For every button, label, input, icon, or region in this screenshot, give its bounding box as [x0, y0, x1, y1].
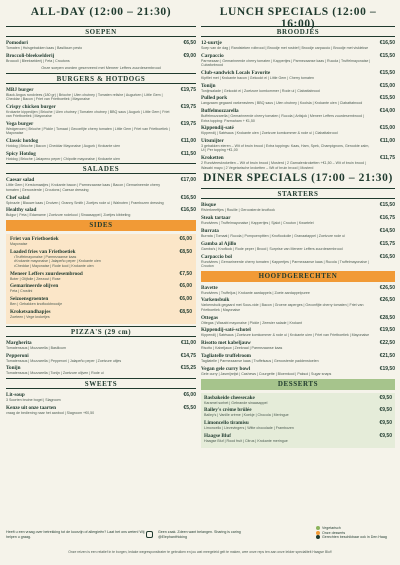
- leaf-icon: [316, 526, 320, 530]
- item-description: Tomatensaus | Mozzarella | Basilicum: [6, 345, 66, 350]
- menu-item: [201, 215, 395, 225]
- section-pizzas: PIZZA'S (29 cm): [6, 326, 196, 337]
- item-price: €6,00: [179, 236, 192, 243]
- item-price: €14,75: [180, 352, 196, 359]
- loaded-option: • Cheddar | Mayonaise | Rode kool | Krokante uien: [10, 264, 170, 268]
- item-name: Vega burger: [6, 120, 34, 127]
- menu-item: [6, 365, 196, 375]
- item-name: Kroketsandhapjes: [10, 309, 51, 316]
- item-description: Ottegas | Wasabi mayonaise | Pickle | Zeewier salade | Krokant: [201, 320, 302, 325]
- item-name: Basbakeide cheesecake: [204, 394, 255, 401]
- section-broodjes: BROODJES: [201, 26, 395, 37]
- item-description: Limoncello | Lievevingers | Witte chocolade | Frambozen: [204, 426, 294, 431]
- item-name: Burrata: [201, 227, 219, 234]
- item-price: €28,50: [379, 314, 395, 321]
- broodjes-list: [201, 40, 395, 170]
- item-price: €5,50: [183, 405, 196, 412]
- item-description: Ben | Gebakken knoflookbroodje: [10, 302, 63, 307]
- item-description: Karamel sorbet | Gebrande sinaasappel: [204, 400, 268, 405]
- menu-item: [201, 241, 395, 251]
- item-price: €16,50: [180, 194, 196, 201]
- menu-item: [6, 87, 196, 102]
- item-description: Bailey's | Vanille crème | Koekje | Chocola | Meringue: [204, 413, 289, 418]
- item-price: €16,75: [379, 215, 395, 222]
- item-name: Carpaccio bol: [201, 253, 232, 260]
- item-description: Rundvlees | Gemarineerde cherry tomaten | Kappertjes | Parmezaanse kaas | Rucola | Truffelmayonaise | Crouton: [201, 259, 369, 268]
- item-price: €17,00: [180, 177, 196, 184]
- menu-item: [201, 315, 395, 325]
- item-price: €15,50: [379, 95, 395, 102]
- item-name: Gamba al Ajillo: [201, 240, 237, 247]
- item-description: Buffelmozzarella | Gemarineerde cherry tomaten | Rucola | Artisjok | Meneer Leffers zuurdesembrood | Extra topping: Parmaham + €1,50: [201, 114, 364, 123]
- item-description: Kipfilet met | Krokante bacon | Gekookt ei | Little Gem | Cherry tomaten: [201, 75, 314, 80]
- sides-box: [6, 234, 196, 324]
- menu-item: [201, 297, 395, 312]
- item-description: Broccoli | Bleekselderij | Feta | Croutons: [6, 58, 70, 63]
- menu-item: [6, 405, 196, 415]
- item-description: Haagse Bluf | Rood fruit | Citrus | Krokante meringue: [204, 438, 288, 443]
- menu-item: [10, 236, 192, 246]
- item-price: €15,00: [379, 82, 395, 89]
- item-name: Meneer Leffers zuurdesembrood: [10, 270, 83, 277]
- item-price: €22,50: [379, 340, 395, 347]
- desserts-box: [201, 393, 395, 448]
- item-price: €11,50: [180, 150, 196, 157]
- footer-social-text: Geen zaak. Zdeen want belangen. Sharing is caring @ElephantHoking: [158, 530, 241, 539]
- item-price: €19,75: [180, 120, 196, 127]
- menu-item: [201, 327, 395, 337]
- item-name: Loaded fries van Frietboetiek: [10, 248, 76, 255]
- item-description: Tomatensaus | Mozzarella | Tonijn | Zoetzure olijven | Rode ui: [6, 371, 104, 376]
- star-icon: [316, 531, 320, 535]
- item-name: 12-uurtje: [201, 40, 222, 46]
- item-price: €6,00: [179, 296, 192, 303]
- item-price: €11,00: [180, 137, 196, 144]
- section-desserts: DESSERTS: [201, 379, 395, 390]
- pizzas-list: [6, 340, 196, 376]
- item-name: Crispy chicken burger: [6, 103, 56, 110]
- section-salades: SALADES: [6, 163, 196, 174]
- item-price: €15,00: [379, 125, 395, 132]
- item-description: Rivierkreeftjes | Rouille | Geroosterde knoflook: [201, 208, 275, 213]
- item-name: Margherita: [6, 339, 32, 346]
- item-description: Soep van de dag | Randsteken rolbrood | Broodje met rosbief | Broodje carpaccio | Broodje met visklekse: [201, 46, 369, 50]
- section-hoofd: HOOFDGERECHTEN: [201, 271, 395, 282]
- menu-item: [201, 125, 395, 135]
- item-description: Krokante kippedijen | Brioche | Uien chutney | Tomaten chutney | BBQ saus | Augurk | Little Gem | Friet van Frietboetiek | Mayonaise: [6, 109, 170, 118]
- item-price: €9,50: [379, 394, 392, 401]
- footer-legend: [316, 526, 396, 540]
- item-description: Tomatensaus | Mozzarella | Pepperoni | Jalapeño peper | Zoetzure uitjes: [6, 358, 122, 363]
- item-price: €14,00: [379, 108, 395, 115]
- item-description: Boter | Olijfolie | Zeezout | Rose: [10, 276, 61, 281]
- sides-list: [10, 236, 192, 319]
- menu-item: [10, 309, 192, 319]
- menu-item: [10, 296, 192, 306]
- item-description: Feta | Crostini: [10, 289, 33, 294]
- item-name: Ottegas: [201, 314, 218, 321]
- item-description: vraag de bediening naar het aanbod | Slagroom +€0,50: [6, 411, 95, 416]
- section-starters: STARTERS: [201, 188, 395, 199]
- menu-item: [201, 138, 395, 153]
- item-description: Gele curry | Jasmijnrijst | Cashews | Courgette | Bloemkool | Paksoi | Sugar snaps: [201, 371, 332, 376]
- footer-bottom-text: Onze reizen is een relatief in te borgen, ledake wegresponsitrater te gebruiken en jou wat meegeleid gelt te maken, wee onze reps ten aan onze lekker specialiteit Haagse Bluf!: [68, 550, 332, 554]
- menu-item: [6, 340, 196, 350]
- loaded-option: • Krokante mayonaise | Jalapeño peper | Krokante uien: [10, 259, 170, 263]
- menu-item: [201, 254, 395, 269]
- item-description: Little Gem | Kerstomaatjes | Krokante bacon | Parmezaanse kaas | Bacon | Gemarineerde cherry tomaten | Geroosterde | Croutons | Caesar dressing: [6, 183, 161, 192]
- item-name: Kippendij-saté: [201, 125, 234, 132]
- item-description: Parmezaan | Gemarineerde cherry tomaten | Kappertjes | Parmezaanse kaas | Rucola | Truffelmayonaise | Cubaforbrood: [201, 58, 371, 68]
- item-name: Spicy Hotdog: [6, 150, 36, 157]
- menu-item: [201, 108, 395, 123]
- item-price: €26,50: [379, 297, 395, 304]
- menu-item: [10, 283, 192, 293]
- menu-item: [6, 195, 196, 205]
- burgers-list: [6, 87, 196, 161]
- item-name: Tonijn: [201, 82, 216, 89]
- item-description: 3 Soorten bruine bogel | Slagroom: [6, 398, 61, 403]
- item-name: Kroketten: [201, 155, 224, 162]
- menu-item: [204, 395, 392, 405]
- item-price: €9,50: [379, 407, 392, 414]
- menu-item: [201, 353, 395, 363]
- item-name: Tonijn: [6, 365, 21, 372]
- item-price: €15,25: [180, 365, 196, 372]
- item-description: Spinazie | Blauwe kaas | Druiven | Granny Smith | Zoetjes rode ui | Walnoten | Frambozen dressing: [6, 200, 164, 205]
- menu-item: [201, 70, 395, 80]
- item-name: Pomodori: [6, 40, 28, 46]
- menu-item: [6, 104, 196, 119]
- menu-item: [6, 207, 196, 217]
- item-name: Caesar salad: [6, 177, 35, 184]
- legend-extra: [316, 535, 396, 540]
- section-soepen: SOEPEN: [6, 26, 196, 37]
- item-description: Langzaam gegaard varkensvlees | BBQ saus | Uien chutney | Koolsla | Krokante uien | Ciabattabrood: [201, 101, 363, 106]
- item-name: Healthy salad: [6, 207, 37, 214]
- sweets-list: [6, 392, 196, 415]
- instagram-icon[interactable]: [146, 531, 153, 538]
- item-price: €15,75: [379, 240, 395, 247]
- item-price: €9,50: [379, 432, 392, 439]
- menu-item: [201, 53, 395, 68]
- item-price: €6,00: [179, 283, 192, 290]
- menu-item: [6, 353, 196, 363]
- menu-item: [6, 121, 196, 136]
- pin-icon: [316, 535, 320, 539]
- item-name: Seizoensgroenten: [10, 296, 49, 303]
- menu-item: [201, 202, 395, 212]
- soepen-list: [6, 40, 196, 63]
- item-price: €16,50: [379, 40, 395, 46]
- menu-item: [6, 40, 196, 50]
- legend-vegetarian-label: Vegetarisch: [322, 526, 341, 530]
- item-price: €16,50: [379, 253, 395, 260]
- menu-item: [10, 271, 192, 281]
- item-name: Classic hotdog: [6, 137, 39, 144]
- menu-item: [6, 151, 196, 161]
- item-price: €9,50: [379, 420, 392, 427]
- item-name: Bailey's crème brûlée: [204, 407, 252, 414]
- item-description: Kippendij | Satésaus | Krokante uien | Zoetzure komkommer & rode ui | Ciabattabrood: [201, 131, 338, 136]
- item-name: Bavette: [201, 284, 218, 291]
- diner-title: DINER SPECIALS (17:00 – 21:30): [203, 172, 393, 185]
- footer-allergy-text: Heeft u een vraag over betrekking tot de koorzijn of allergieën? Laat het ons weten! Wij helpen u graag.: [6, 530, 145, 539]
- item-price: €7,50: [179, 270, 192, 277]
- menu-item: [10, 249, 192, 268]
- item-name: Risotto met kabeljauw: [201, 340, 251, 347]
- item-price: €26,50: [379, 284, 395, 291]
- menu-item: [201, 285, 395, 295]
- desserts-list: [204, 395, 392, 444]
- item-price: €14,50: [379, 227, 395, 234]
- item-price: €9,00: [183, 52, 196, 59]
- item-description: Wedgeroom | Brioche | Pickle | Tomaat | Geconfijte cherry tomaten | Little Gem | Friet van Frietboetiek | Mayonaise: [6, 126, 170, 136]
- item-description: Risotto | Kabeljauw | Zeekraal | Parmezaanse kaas: [201, 346, 283, 351]
- menu-item: [204, 420, 392, 430]
- soepen-note: Onze soepen worden geserveerd met Meneer Leffers zuurdesembrood: [41, 65, 161, 70]
- menu-item: [204, 407, 392, 417]
- item-price: €16,50: [180, 207, 196, 214]
- item-description: Tonijnsalade | Gekookt ei | Zoetzure komkommer | Rode ui | Ciabattabrood: [201, 88, 320, 93]
- item-description: Burrata | Tomaat | Rucola | Pompoenpitten | Knoflookolie | Granaatappel | Zoetzure rode ui: [201, 233, 345, 238]
- item-description: 3 gebakken eieren – Wit of bruin brood | Extra toppings: Kaas, Ham, Spek, Champignons, Gerookte zalm, Ui | Per topping +€1,00: [201, 144, 370, 153]
- item-name: Uitsmijter: [201, 138, 224, 145]
- item-price: €15,50: [379, 69, 395, 76]
- item-name: Haagse Bluf: [204, 432, 231, 439]
- item-name: Friet van Frietboetiek: [10, 236, 59, 243]
- item-description: Hotdog | Brioche | Bacon | Cheddar Mayonaise | Augurk | Krokante uien: [6, 143, 121, 148]
- item-name: Limoncello tiramisu: [204, 420, 249, 427]
- item-name: Lit-soup: [6, 392, 25, 399]
- starters-list: [201, 202, 395, 268]
- item-price: €19,50: [379, 365, 395, 372]
- item-name: Pepperoni: [6, 352, 29, 359]
- menu-item: [204, 433, 392, 443]
- item-price: €15,50: [379, 202, 395, 209]
- item-description: Mayonaise: [10, 242, 28, 247]
- item-price: €19,50: [379, 327, 395, 334]
- item-price: €11,00: [379, 138, 395, 145]
- menu-item: [201, 366, 395, 376]
- item-description: Rundvlees | Truffeljus | Krokante aardappels | Zoete aardappelpuree: [201, 290, 310, 295]
- menu-item: [201, 83, 395, 93]
- item-description: Gamba's | Knoflook | Rode peper | Brood | Surprise van Meneer Leffers zuurdesembrood: [201, 246, 343, 251]
- left-column: [6, 0, 196, 418]
- menu-item: [201, 228, 395, 238]
- item-price: €8,50: [179, 309, 192, 316]
- legend-extra-label: Gerechten beschikbaar ook in Den Haag: [322, 535, 387, 540]
- all-day-title: ALL-DAY (12:00 – 21:30): [30, 6, 172, 18]
- item-name: Broccoli-bleekselderij: [6, 52, 55, 59]
- item-name: Tagliatelle truffelroom: [201, 352, 251, 359]
- item-name: Steak tartaar: [201, 215, 231, 222]
- menu-item: [201, 340, 395, 350]
- item-price: €11,00: [180, 339, 196, 346]
- item-price: €11,75: [379, 155, 395, 162]
- item-name: Bisque: [201, 202, 216, 209]
- section-sides: SIDES: [6, 220, 196, 231]
- item-name: Carpaccio: [201, 52, 224, 59]
- footer: [6, 522, 394, 556]
- item-name: Varkensbuik: [201, 297, 230, 304]
- item-price: €19,75: [180, 86, 196, 93]
- section-burgers: BURGERS & HOTDOGS: [6, 73, 196, 84]
- menu-item: [6, 177, 196, 192]
- item-name: MBJ burger: [6, 86, 34, 93]
- item-name: Gemarineerde olijven: [10, 283, 59, 290]
- item-name: Pulled pork: [201, 95, 228, 102]
- item-price: €6,00: [183, 392, 196, 399]
- section-sweets: SWEETS: [6, 378, 196, 389]
- item-price: €15,50: [379, 52, 395, 59]
- right-column: [201, 0, 395, 448]
- loaded-option: • Truffelmayonaise | Parmezaanse kaas: [10, 255, 170, 259]
- item-description: Tagliatelle | Parmezaanse kaas | Truffelsaus | Geroosterde paddenstoelen: [201, 358, 319, 363]
- item-name: Buffelmozzarella: [201, 108, 239, 115]
- item-description: Rundvlees | Truffelmayonaise | Kappertjes | Sjalot | Crouton | Kwartelei: [201, 221, 314, 226]
- legend-vegan-label: Onze desserts: [322, 530, 346, 535]
- item-description: Kippendij | Satésaus | Zoetzure komkommer & rode ui | Krokante uien | Friet van Frietboetiek | Mayonaise: [201, 333, 370, 338]
- item-description: Varkensbuik gegaard met Sous-vide | Bacon | Groene asperges | Geconfijte cherry tomaten | Friet van Frietboetiek | Mayonaise: [201, 303, 364, 312]
- item-name: Vegan gele curry bowl: [201, 365, 251, 372]
- menu-item: [201, 40, 395, 50]
- item-name: Kenze uit onze taarten: [6, 405, 56, 412]
- item-price: €8,50: [179, 248, 192, 255]
- item-description: Bulgur | Feta | Edamame | Zoetzure rodekool | Sinaasappel | Zoetjes kibbeling: [6, 213, 131, 218]
- item-price: €6,50: [183, 40, 196, 46]
- item-price: €21,50: [379, 352, 395, 359]
- menu-item: [6, 392, 196, 402]
- item-name: Chef salad: [6, 194, 30, 201]
- item-description: Tomaten | Huisgebakken kaas | Basilicum pesto: [6, 46, 83, 50]
- item-description: Zoeteen | Vege kroketjes: [10, 315, 50, 320]
- menu-item: [201, 155, 395, 170]
- salades-list: [6, 177, 196, 217]
- item-description: Black Angus rundvlees (180 gr) | Brioche | Uien chutney | Tomaten relishe | Augurken | Little Gem | Cheddar | Bacon | Friet van Frietboetiek | Mayonaise: [6, 92, 163, 101]
- menu-item: [201, 95, 395, 105]
- item-name: Kippendij-saté-schotel: [201, 327, 251, 334]
- menu-item: [6, 53, 196, 63]
- hoofd-list: [201, 285, 395, 376]
- item-price: €19,75: [180, 103, 196, 110]
- item-name: Club-sandwich Locals Favorite: [201, 69, 271, 76]
- lunch-title: LUNCH SPECIALS (12:00 – 16:00): [219, 6, 377, 30]
- menu-item: [6, 138, 196, 148]
- item-description: Hotdog | Brioche | Jalapeno peper | Chipotle mayonaise | Krokante uien: [6, 156, 121, 161]
- item-description: 2 Rundvleeskroketten – Wit of bruin brood | Mosterd | 2 Garnalenkroketten +€1,50 – Wit of bruin brood | Wasabi mayo | 2 Vegetarische kroketten – Wit of bruin brood | Mosterd: [201, 161, 366, 170]
